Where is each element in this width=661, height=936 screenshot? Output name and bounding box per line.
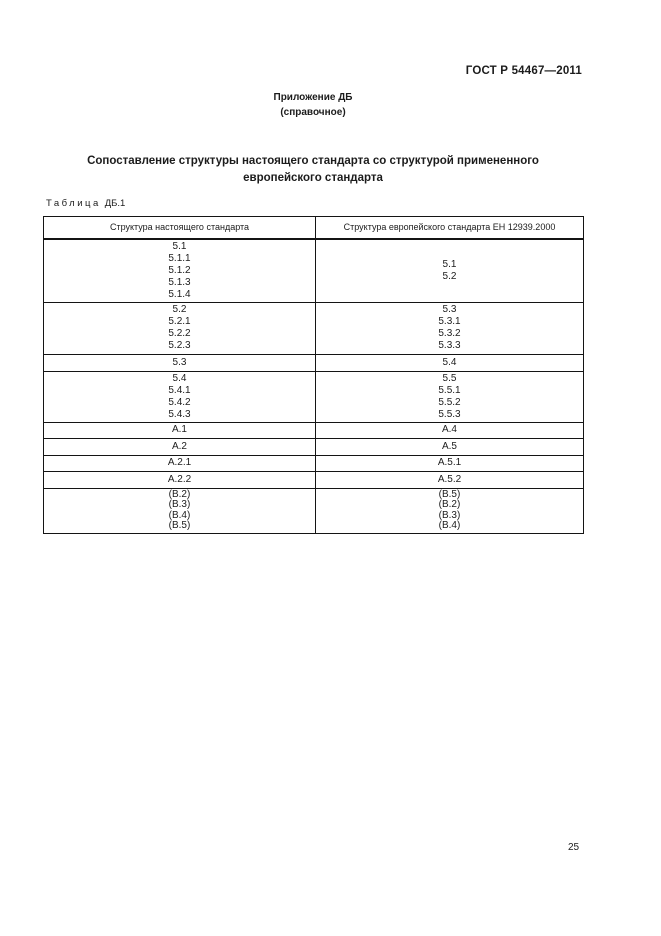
cell-line: A.2.1 <box>167 457 192 468</box>
cell-line: 5.5.1 <box>438 384 461 396</box>
table-cell-right <box>316 488 584 533</box>
cell-line: 5.2.2 <box>168 328 191 339</box>
cell-line: 5.1.3 <box>168 276 191 288</box>
cell-line: 5.4.2 <box>168 396 191 408</box>
cell-line: 5.1 <box>442 258 457 270</box>
cell-line: 5.5.2 <box>438 396 461 408</box>
table-cell-right <box>316 438 584 455</box>
cell-line: A.2.2 <box>167 473 192 485</box>
table-label-word: Таблица <box>46 198 101 209</box>
cell-line: 5.1.2 <box>168 264 191 276</box>
table-cell-left <box>44 471 316 488</box>
table-cell-right <box>316 302 584 354</box>
cell-line: 5.3.1 <box>438 316 461 327</box>
table-cell-left <box>44 488 316 533</box>
cell-line: (B.2) <box>168 488 191 500</box>
cell-line: 5.3.3 <box>438 340 461 351</box>
title-line-1: Сопоставление структуры настоящего стандарта со структурой примененного <box>87 155 539 167</box>
cell-line: 5.3 <box>172 356 187 368</box>
cell-line: A.5 <box>441 440 457 452</box>
cell-line: (B.4) <box>438 520 461 532</box>
cell-line: (B.3) <box>168 499 191 511</box>
table-cell-right <box>316 239 584 303</box>
appendix-heading <box>43 91 583 120</box>
cell-line: A.5.2 <box>437 473 462 485</box>
cell-line: 5.2 <box>442 270 457 282</box>
cell-line: 5.4 <box>172 372 187 384</box>
table-label <box>46 198 125 209</box>
cell-line: 5.4.3 <box>168 408 191 420</box>
cell-line: 5.1.1 <box>168 252 191 264</box>
table-cell-right <box>316 422 584 438</box>
table-cell-left <box>44 455 316 471</box>
cell-line: (B.3) <box>438 509 461 521</box>
table-row <box>44 471 584 488</box>
table-cell-left <box>44 354 316 371</box>
cell-line: 5.2 <box>172 304 187 315</box>
table-label-number: ДБ.1 <box>104 198 126 209</box>
doc-code: ГОСТ Р 54467—2011 <box>465 65 582 77</box>
table-row <box>44 422 584 438</box>
cell-line: 5.3 <box>442 304 457 315</box>
cell-line: 5.4.1 <box>168 384 191 396</box>
cell-line: (B.4) <box>168 509 191 521</box>
cell-line: A.4 <box>441 424 457 435</box>
cell-line: 5.2.1 <box>168 316 191 327</box>
document-title <box>43 153 583 187</box>
table-row <box>44 488 584 533</box>
comparison-table-body <box>44 239 584 534</box>
comparison-table <box>43 216 584 534</box>
table-row <box>44 455 584 471</box>
table-cell-right <box>316 471 584 488</box>
table-row <box>44 239 584 303</box>
appendix-label: Приложение ДБ <box>273 92 353 103</box>
cell-line: (B.5) <box>168 520 191 532</box>
column-header-european-standard: Структура европейского стандарта ЕН 12939.2000 <box>316 217 584 239</box>
table-cell-right <box>316 371 584 422</box>
table-cell-right <box>316 455 584 471</box>
table-row <box>44 302 584 354</box>
table-row <box>44 438 584 455</box>
table-cell-left <box>44 438 316 455</box>
cell-line: 5.5 <box>442 372 457 384</box>
table-cell-left <box>44 371 316 422</box>
table-row <box>44 354 584 371</box>
appendix-kind: (справочное) <box>280 106 346 118</box>
cell-line: A.1 <box>171 424 187 435</box>
cell-line: A.5.1 <box>437 457 462 468</box>
title-line-2: европейского стандарта <box>243 172 383 184</box>
cell-line: 5.2.3 <box>168 340 191 351</box>
table-row <box>44 371 584 422</box>
cell-line: 5.3.2 <box>438 328 461 339</box>
comparison-table-head <box>44 217 584 239</box>
cell-line: (B.5) <box>438 488 461 500</box>
cell-line: (B.2) <box>438 499 461 511</box>
cell-line: 5.4 <box>442 356 457 368</box>
page-number: 25 <box>568 842 580 853</box>
table-cell-right <box>316 354 584 371</box>
cell-line: 5.1 <box>172 240 187 252</box>
table-cell-left <box>44 302 316 354</box>
table-cell-left <box>44 239 316 303</box>
cell-line: A.2 <box>171 440 187 452</box>
table-cell-left <box>44 422 316 438</box>
header-row <box>44 217 584 239</box>
column-header-current-standard: Структура настоящего стандарта <box>44 217 316 239</box>
cell-line: 5.1.4 <box>168 288 191 300</box>
cell-line: 5.5.3 <box>438 408 461 420</box>
